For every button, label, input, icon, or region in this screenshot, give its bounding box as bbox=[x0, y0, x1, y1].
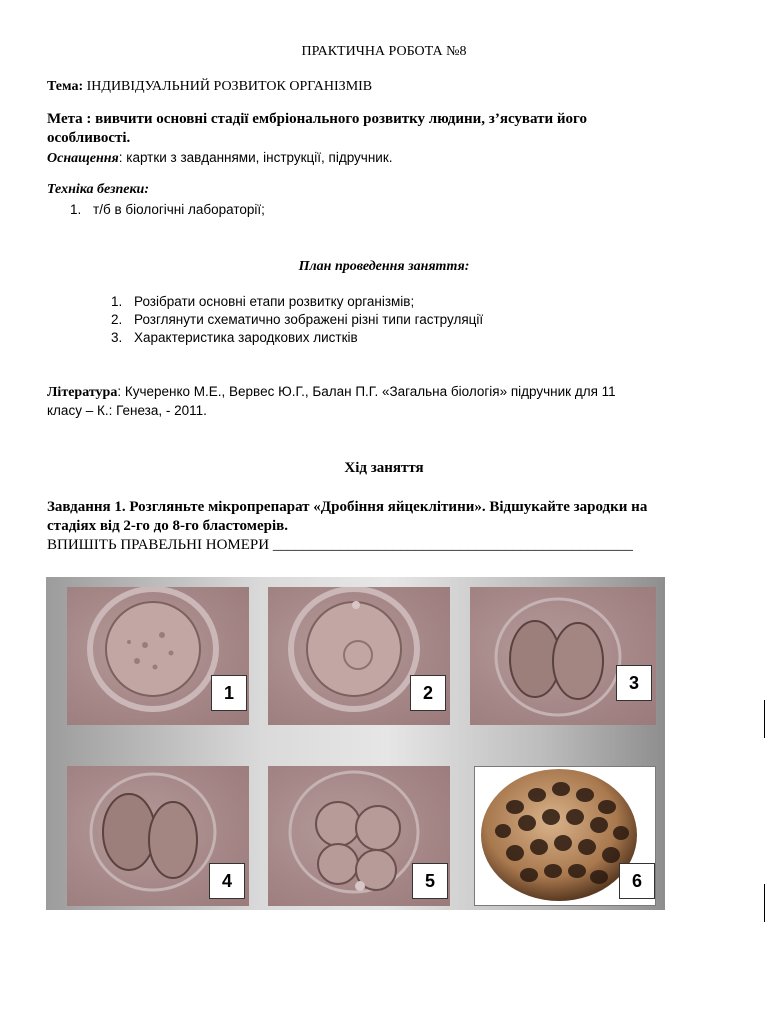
embryo-figure-panel bbox=[46, 577, 665, 910]
plan-item-text: Характеристика зародкових листків bbox=[134, 330, 358, 345]
two-cell-embryo-image-3 bbox=[470, 587, 656, 725]
topic-text: ІНДИВІДУАЛЬНИЙ РОЗВИТОК ОРГАНІЗМІВ bbox=[83, 79, 373, 94]
image-number-4: 4 bbox=[209, 863, 245, 899]
plan-heading: План проведення заняття: bbox=[298, 259, 470, 274]
plan-item-3 bbox=[111, 330, 358, 345]
goal-line bbox=[47, 111, 587, 128]
image-number-6: 6 bbox=[619, 863, 655, 899]
literature-text-1: : Кучеренко М.Е., Вервес Ю.Г., Балан П.Г. «Загальна біологія» підручник для 11 bbox=[117, 384, 616, 399]
task1-text-2: стадіях від 2-го до 8-го бластомерів. bbox=[47, 518, 288, 534]
morula-image-6 bbox=[474, 766, 656, 906]
safety-item-text: т/б в біологічні лабораторії; bbox=[93, 202, 265, 217]
literature-line bbox=[47, 384, 739, 401]
plan-item-number: 3. bbox=[111, 330, 123, 345]
task1-line bbox=[47, 499, 647, 516]
safety-label: Техніка безпеки: bbox=[47, 182, 150, 197]
equipment-text: : картки з завданнями, інструкції, підручник. bbox=[118, 150, 393, 165]
task1-label: Завдання 1. bbox=[47, 499, 126, 515]
plan-item-number: 2. bbox=[111, 312, 123, 327]
goal-text-2: особливості. bbox=[47, 130, 131, 146]
image-number-3: 3 bbox=[616, 665, 652, 701]
lesson-heading: Хід заняття bbox=[344, 460, 424, 476]
zygote-image-1 bbox=[67, 587, 249, 725]
topic-line bbox=[47, 79, 372, 95]
equipment-label: Оснащення bbox=[47, 151, 119, 166]
plan-item-number: 1. bbox=[111, 294, 123, 309]
image-number-2: 2 bbox=[410, 675, 446, 711]
zygote-image-2 bbox=[268, 587, 450, 725]
topic-label: Тема: bbox=[47, 79, 84, 94]
literature-label: Література bbox=[47, 385, 118, 400]
equipment-line bbox=[47, 150, 393, 167]
plan-item-text: Розглянути схематично зображені різні типи гаструляції bbox=[134, 312, 484, 327]
two-cell-embryo-image-4 bbox=[67, 766, 249, 906]
safety-item-number: 1. bbox=[70, 202, 82, 217]
task1-answer-line: ВПИШІТЬ ПРАВЕЛЬНІ НОМЕРИ ________________________________________________ bbox=[47, 537, 633, 553]
literature-text-2: класу – К.: Генеза, - 2011. bbox=[47, 403, 207, 418]
task1-text-1: Розгляньте мікропрепарат «Дробіння яйцеклітини». Відшукайте зародки на bbox=[125, 499, 648, 515]
image-number-5: 5 bbox=[412, 863, 448, 899]
plan-item-1 bbox=[111, 294, 414, 309]
safety-item bbox=[70, 202, 265, 217]
goal-text-1: вивчити основні стадії ембріонального розвитку людини, з’ясувати його bbox=[91, 111, 587, 127]
page-title: ПРАКТИЧНА РОБОТА №8 bbox=[301, 44, 467, 59]
page-edge-mark bbox=[764, 700, 768, 738]
four-cell-embryo-image-5 bbox=[268, 766, 450, 906]
goal-label: Мета : bbox=[47, 111, 92, 127]
page-edge-mark bbox=[764, 884, 768, 922]
plan-item-text: Розібрати основні етапи розвитку організмів; bbox=[134, 294, 415, 309]
plan-item-2 bbox=[111, 312, 483, 327]
image-number-1: 1 bbox=[211, 675, 247, 711]
